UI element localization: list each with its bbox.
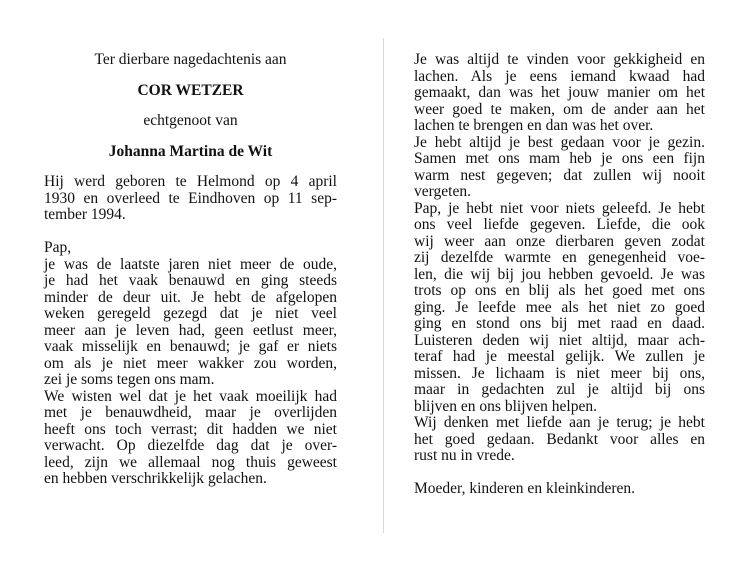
text-line: weer goed te maken, om de ander aan het (414, 100, 705, 118)
text-line: Luisteren deden wij niet altijd, maar ach- (414, 331, 705, 349)
text-line: blijven en ons blijven helpen. (414, 397, 597, 415)
text-line: je was de laatste jaren niet meer de oude, (44, 255, 337, 273)
text-line: Samen met ons mam heb je ons een fijn (414, 150, 705, 167)
column-divider (383, 38, 384, 533)
text-line: Wij denken met liefde aan je terug; je hebt (414, 414, 705, 431)
text-line: missen. Je lichaam is niet meer bij ons, (414, 364, 705, 382)
right-body (414, 52, 705, 465)
text-line: leed, zijn we allemaal nog thuis geweest (44, 453, 337, 471)
text-line: heeft ons toch verrast; dit hadden we niet (44, 420, 337, 438)
text-line: minder de deur uit. Je hebt de afgelopen (44, 288, 337, 306)
text-line: We wisten wel dat je het vaak moeilijk had (44, 387, 337, 405)
text-line: om als je niet meer wakker zou worden, (44, 354, 337, 372)
right-column (414, 52, 705, 498)
text-line: lachen te brengen en dan was het over. (414, 117, 654, 134)
text-line: Hij werd geboren te Helmond op 4 april (44, 173, 337, 190)
closing-signature: Moeder, kinderen en kleinkinderen. (414, 480, 636, 497)
text-line: Pap, je hebt niet voor niets geleefd. Je hebt (414, 199, 705, 217)
text-line: Je was altijd te vinden voor gekkigheid en (414, 51, 705, 68)
text-line: vergeten. (414, 183, 471, 200)
text-line: meer aan je leven had, geen eetlust meer, (44, 321, 337, 339)
text-line: 1930 en overleed te Eindhoven op 11 sep- (44, 189, 337, 207)
salutation: Pap, (44, 239, 72, 256)
text-line: ging en stond ons bij met raad en daad. (414, 315, 705, 332)
text-line: wij weer aan onze dierbaren geven zodat (414, 232, 705, 250)
text-line: ging. Je leefde mee als het niet zo goed (414, 298, 705, 316)
text-line: je had het vaak benauwd en ging steeds (44, 272, 337, 289)
intro-line: Ter dierbare nagedachtenis aan (94, 51, 287, 68)
text-line: vaak misselijk en benauwd; je gaf er niets (44, 338, 337, 355)
text-line: maar in gedachten zul je altijd bij ons (414, 381, 705, 398)
left-body (44, 257, 337, 488)
left-column (44, 52, 337, 488)
text-line: weken geregeld gezegd dat je niet veel (44, 305, 337, 322)
text-line: warm nest gegeven; dat zullen wij nooit (414, 166, 705, 184)
text-line: tember 1994. (44, 206, 126, 223)
text-line: zei je soms tegen ons mam. (44, 371, 215, 388)
text-line: met je benauwdheid, maar je overlijden (44, 404, 337, 421)
text-line: rust nu in vrede. (414, 447, 515, 464)
relation-line: echtgenoot van (143, 112, 238, 129)
text-line: Je hebt altijd je best gedaan voor je gezin. (414, 133, 705, 151)
text-line: gemaakt, dan was het jouw manier om het (414, 84, 705, 101)
text-line: zij dezelfde warmte en genegenheid voe- (414, 249, 705, 266)
text-line: len, die wij bij jou hebben gevoeld. Je was (414, 265, 705, 283)
text-line: verwacht. Op diezelfde dag dat je over- (44, 437, 337, 454)
birth-paragraph (44, 174, 337, 224)
text-line: het goed gedaan. Bedankt voor alles en (414, 430, 705, 448)
text-line: teraf had je meestal gelijk. We zullen je (414, 348, 705, 365)
text-line: en hebben verschrikkelijk gelachen. (44, 470, 267, 487)
spouse-name: Johanna Martina de Wit (108, 142, 273, 160)
deceased-name: COR WETZER (137, 81, 244, 99)
text-line: lachen. Als je eens iemand kwaad had (414, 67, 705, 85)
text-line: trots op ons en blij als het goed met ons (414, 282, 705, 299)
text-line: ons veel liefde gegeven. Liefde, die ook (414, 216, 705, 233)
